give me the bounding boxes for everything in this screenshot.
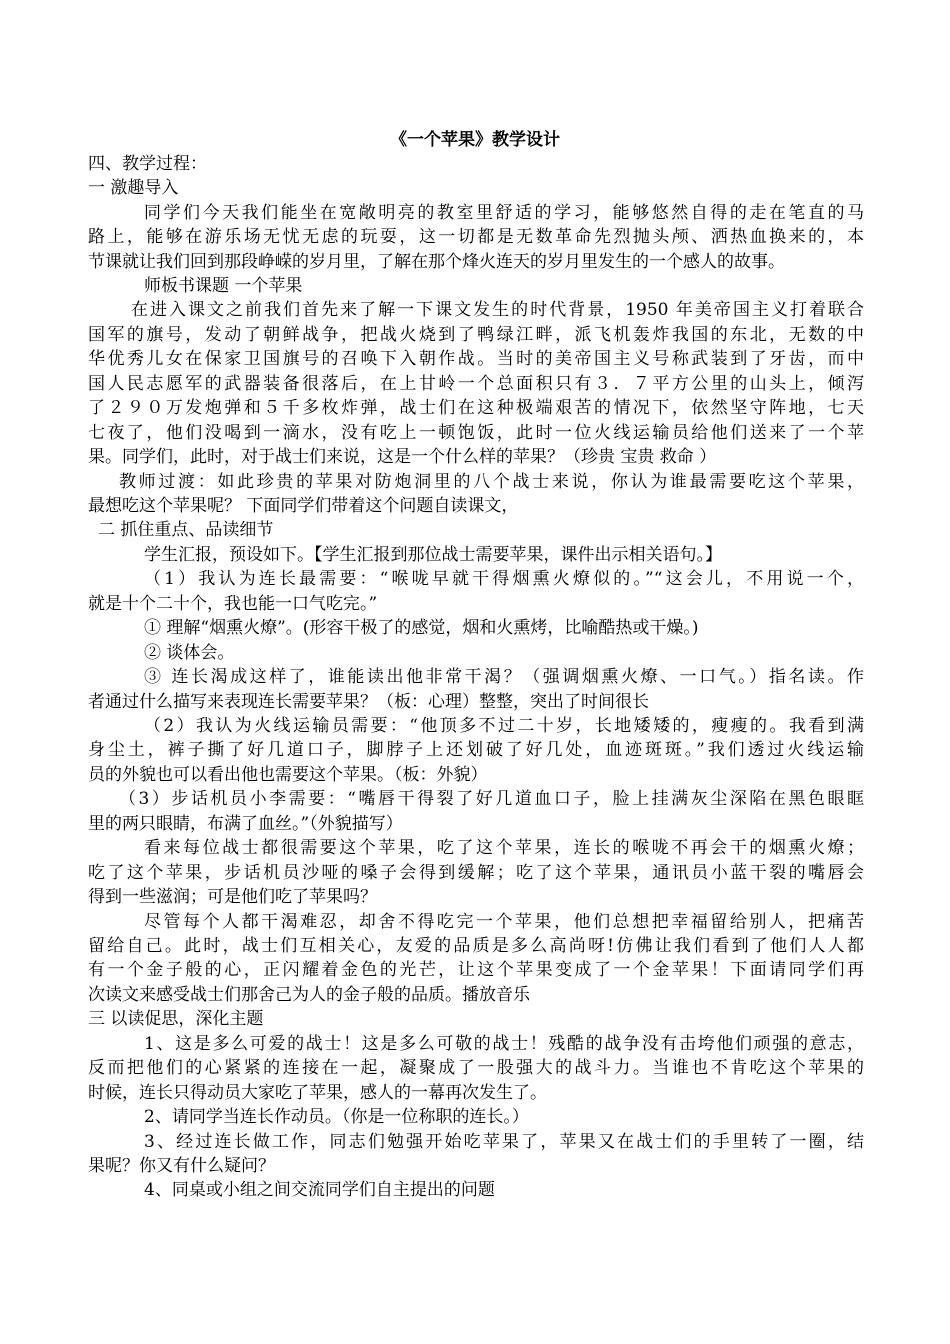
paragraph-line: 4、同桌或小组之间交流同学们自主提出的问题 [144,1180,495,1200]
paragraph-line: 员的外貌也可以看出他也需要这个苹果。（板：外貌） [88,765,488,785]
paragraph-line: 教师过渡：如此珍贵的苹果对防炮洞里的八个战士来说，你认为谁最需要吃这个苹果， [119,472,864,492]
document-title: 《一个苹果》教学设计 [390,130,560,150]
paragraph-line: 1、这是多么可爱的战士！这是多么可敬的战士！残酷的战争没有击垮他们顽强的意志， [144,1034,864,1054]
subsection-heading: 二 抓住重点、品读细节 [98,520,274,540]
paragraph-line: 次读文来感受战士们那舍己为人的金子般的品质。播放音乐 [88,985,530,1005]
paragraph-line: 反而把他们的心紧紧的连接在一起，凝聚成了一股强大的战斗力。当谁也不肯吃这个苹果的 [88,1058,864,1078]
paragraph-line: ② 谈体会。 [144,643,235,663]
paragraph-line: （2）我认为火线运输员需要：“他顶多不过二十岁，长地矮矮的，瘦瘦的。我看到满 [144,716,864,736]
paragraph-line: 七夜了，他们没喝到一滴水，没有吃上一顿饱饭，此时一位火线运输员给他们送来了一个苹 [88,423,864,443]
paragraph-line: 同学们今天我们能坐在宽敞明亮的教室里舒适的学习，能够悠然自得的走在笔直的马 [144,203,864,223]
paragraph-line: 最想吃这个苹果呢？ 下面同学们带着这个问题自读课文， [88,496,519,516]
section-heading: 四、教学过程： [88,154,207,174]
paragraph-line: 留给自己。此时，战士们互相关心，友爱的品质是多么高尚呀!仿佛让我们看到了他们人人都 [88,936,864,956]
paragraph-line: 师板书课题 一个苹果 [144,276,303,296]
paragraph-line: 果。同学们，此时，对于战士们来说，这是一个什么样的苹果？（珍贵 宝贵 救命 ） [88,447,717,467]
paragraph-line: 国人民志愿军的武器装备很落后，在上甘岭一个总面积只有３．７平方公里的山头上，倾泻 [88,374,864,394]
subsection-heading: 三 以读促思，深化主题 [88,1009,264,1029]
paragraph-line: 果呢？你又有什么疑问？ [88,1156,275,1176]
paragraph-line: 路上，能够在游乐场无忧无虑的玩耍，这一切都是无数革命先烈抛头颅、洒热血换来的，本 [88,227,864,247]
paragraph-line: 身尘土，裤子撕了好几道口子，脚脖子上还划破了好几处，血迹斑斑。”我们透过火线运输 [88,740,864,760]
paragraph-line: ① 理解“烟熏火燎”。(形容干极了的感觉，烟和火熏烤，比喻酷热或干燥。) [144,618,699,638]
paragraph-line: 3、经过连长做工作，同志们勉强开始吃苹果了，苹果又在战士们的手里转了一圈，结 [144,1132,864,1152]
paragraph-line: 有一个金子般的心，正闪耀着金色的光芒，让这个苹果变成了一个金苹果！下面请同学们再 [88,960,864,980]
paragraph-line: 就是十个二十个，我也能一口气吃完。” [88,594,378,614]
paragraph-line: 节课就让我们回到那段峥嵘的岁月里，了解在那个烽火连天的岁月里发生的一个感人的故事。 [88,252,785,272]
paragraph-line: （1）我认为连长最需要：“喉咙早就干得烟熏火燎似的。”“这会儿，不用说一个， [144,569,864,589]
subsection-heading: 一 激趣导入 [88,178,179,198]
paragraph-line: 看来每位战士都很需要这个苹果，吃了这个苹果，连长的喉咙不再会干的烟熏火燎； [144,838,864,858]
paragraph-line: 2、请同学当连长作动员。（你是一位称职的连长。） [144,1107,529,1127]
paragraph-line: ③ 连长渴成这样了，谁能读出他非常干渴？（强调烟熏火燎、一口气。）指名读。作 [144,667,864,687]
paragraph-line: （3）步话机员小李需要：“嘴唇干得裂了好几道血口子，脸上挂满灰尘深陷在黑色眼眶 [119,789,864,809]
paragraph-line: 时候，连长只得动员大家吃了苹果，感人的一幕再次发生了。 [88,1083,547,1103]
paragraph-line: 国军的旗号，发动了朝鲜战争，把战火烧到了鸭绿江畔，派飞机轰炸我国的东北，无数的中 [88,325,864,345]
paragraph-line: 了２９０万发炮弹和５千多枚炸弹，战士们在这种极端艰苦的情况下，依然坚守阵地，七天 [88,398,864,418]
paragraph-line: 尽管每个人都干渴难忍，却舍不得吃完一个苹果，他们总想把幸福留给别人，把痛苦 [144,912,864,932]
paragraph-line: 在进入课文之前我们首先来了解一下课文发生的时代背景，1950 年美帝国主义打着联合 [131,300,864,320]
paragraph-line: 吃了这个苹果，步话机员沙哑的嗓子会得到缓解；吃了这个苹果，通讯员小蓝干裂的嘴唇会 [88,863,864,883]
paragraph-line: 得到一些滋润；可是他们吃了苹果吗？ [88,887,377,907]
paragraph-line: 学生汇报，预设如下。【学生汇报到那位战士需要苹果，课件出示相关语句。】 [144,545,722,565]
paragraph-line: 里的两只眼睛，布满了血丝。”（外貌描写） [88,814,403,834]
paragraph-line: 华优秀儿女在保家卫国旗号的召唤下入朝作战。当时的美帝国主义号称武装到了牙齿，而中 [88,349,864,369]
paragraph-line: 者通过什么描写来表现连长需要苹果？（板：心理）整整，突出了时间很长 [88,692,649,712]
